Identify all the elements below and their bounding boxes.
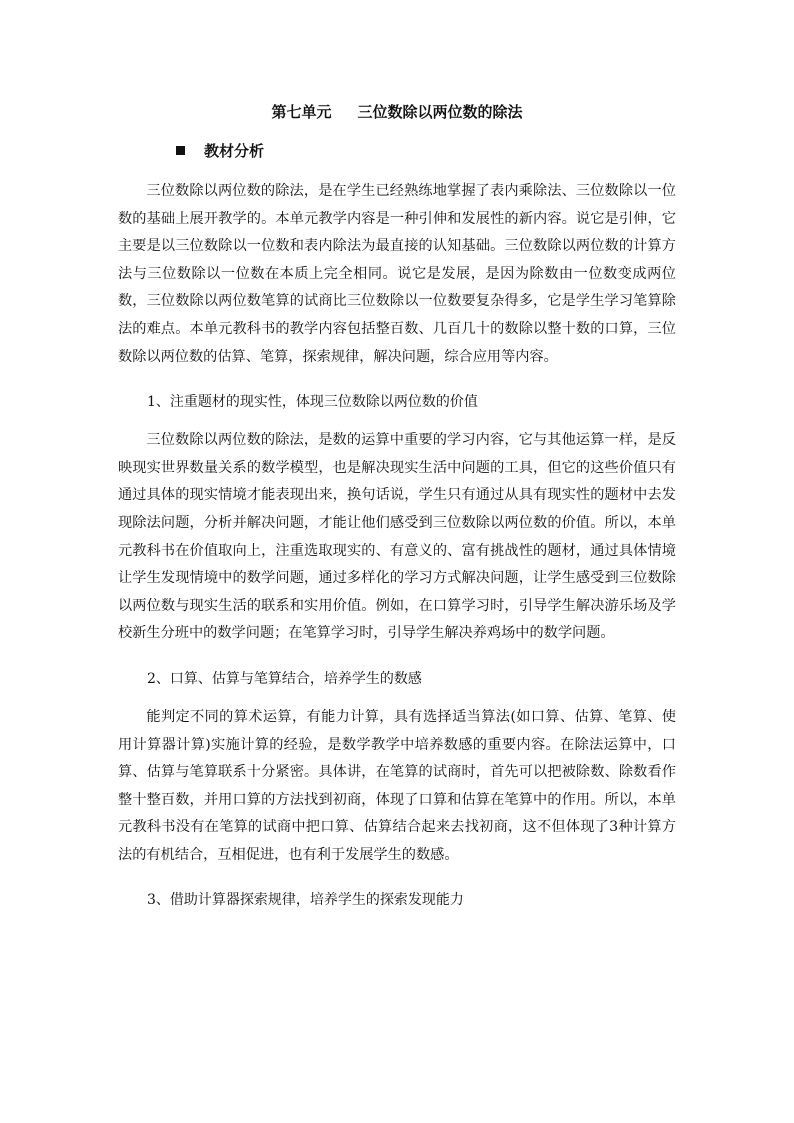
intro-paragraph: 三位数除以两位数的除法，是在学生已经熟练地掌握了表内乘除法、三位数除以一位数的基础上展开教学的。本单元教学内容是一种引伸和发展性的新内容。说它是引伸，它主要是以三位数除以一位数和表内除法为最直接的认知基础。三位数除以两位数的计算方法与三位数除以一位数在本质上完全相同。说它是发展，是因为除数由一位数变成两位数，三位数除以两位数笔算的试商比三位数除以一位数要复杂得多，它是学生学习笔算除法的难点。本单元教科书的教学内容包括整百数、几百几十的数除以整十数的口算，三位数除以两位数的估算、笔算，探索规律，解决问题，综合应用等内容。 (118, 183, 676, 365)
title-topic: 三位数除以两位数的除法 (357, 103, 523, 121)
section-heading-text: 教材分析 (204, 142, 265, 160)
point3-heading: 3、借助计算器探索规律，培养学生的探索发现能力 (147, 892, 464, 909)
point1-heading: 1、注重题材的现实性，体现三位数除以两位数的价值 (147, 394, 478, 411)
page-title (0, 101, 794, 123)
point2-paragraph: 能判定不同的算术运算，有能力计算，具有选择适当算法(如口算、估算、笔算、使用计算器计算)实施计算的经验，是数学教学中培养数感的重要内容。在除法运算中，口算、估算与笔算联系十分紧密。具体讲，在笔算的试商时，首先可以把被除数、除数看作整十整百数，并用口算的方法找到初商，体现了口算和估算在笔算中的作用。所以，本单元教科书没有在笔算的试商中把口算、估算结合起来去找初商，这不但体现了3种计算方法的有机结合，互相促进，也有利于发展学生的数感。 (118, 708, 676, 863)
point2-heading: 2、口算、估算与笔算结合，培养学生的数感 (147, 670, 422, 687)
point1-paragraph: 三位数除以两位数的除法，是数的运算中重要的学习内容，它与其他运算一样，是反映现实世界数量关系的数学模型，也是解决现实生活中问题的工具，但它的这些价值只有通过具体的现实情境才能表现出来，换句话说，学生只有通过从具有现实性的题材中去发现除法问题，分析并解决问题，才能让他们感受到三位数除以两位数的价值。所以，本单元教科书在价值取向上，注重选取现实的、有意义的、富有挑战性的题材，通过具体情境让学生发现情境中的数学问题，通过多样化的学习方式解决问题，让学生感受到三位数除以两位数与现实生活的联系和实用价值。例如，在口算学习时，引导学生解决游乐场及学校新生分班中的数学问题；在笔算学习时，引导学生解决养鸡场中的数学问题。 (118, 432, 676, 642)
title-unit: 第七单元 (271, 103, 332, 121)
document-body (118, 152, 676, 911)
